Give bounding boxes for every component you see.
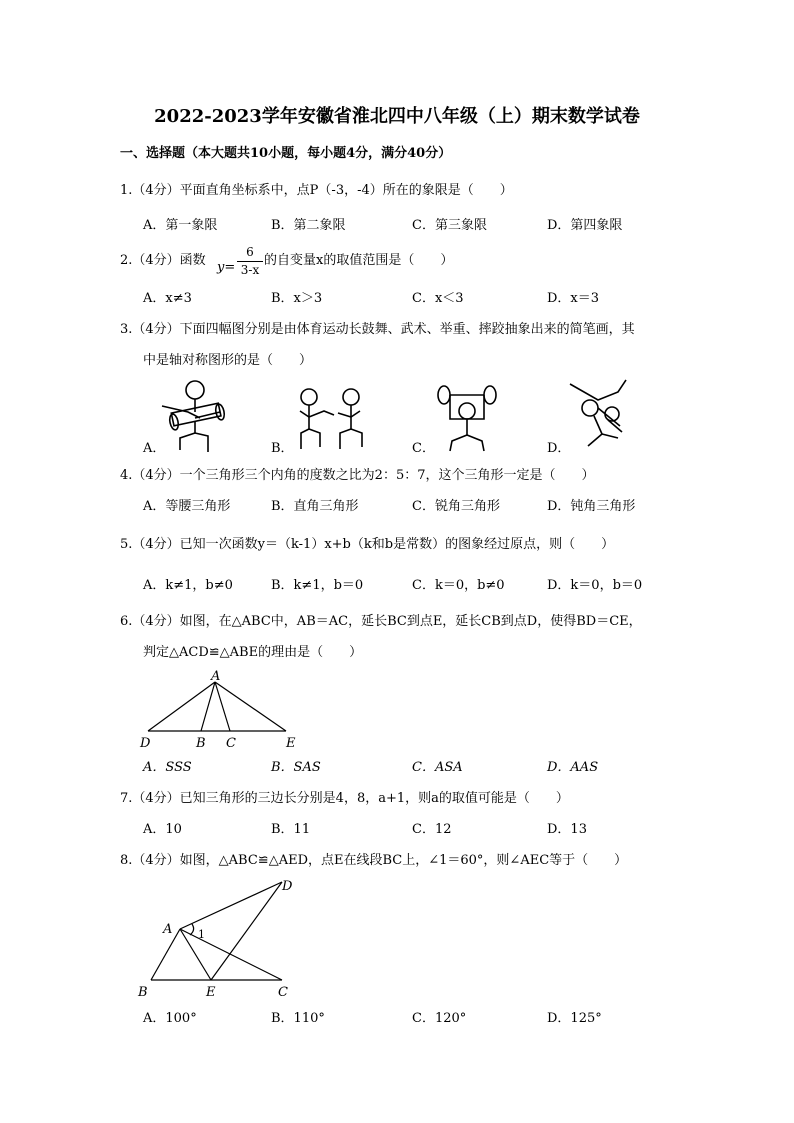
- q4-option-d[interactable]: D．钝角三角形: [547, 499, 636, 514]
- q3-option-c[interactable]: C．: [412, 441, 435, 456]
- q1-option-b[interactable]: B．第二象限: [271, 218, 346, 233]
- label-c: C: [226, 736, 236, 751]
- segment-ac: [215, 682, 230, 731]
- question-6-line1: 6.（4分）如图，在△ABC中，AB＝AC，延长BC到点E，延长CB到点D，使得BD＝CE，: [120, 614, 642, 629]
- q7-option-c[interactable]: C．12: [412, 822, 452, 837]
- q3-option-b[interactable]: B．: [271, 441, 294, 456]
- question-2-suffix: 的自变量x的取值范围是（ ）: [264, 253, 454, 268]
- question-3-line1: 3.（4分）下面四幅图分别是由体育运动长鼓舞、武术、举重、摔跤抽象出来的简笔画，其: [120, 322, 635, 337]
- q8-triangle-figure: [134, 872, 304, 1004]
- q6-option-a[interactable]: A．SSS: [143, 760, 192, 775]
- q2-function-y: y=: [217, 260, 236, 275]
- q6-option-d[interactable]: D．AAS: [547, 760, 599, 775]
- q4-option-c[interactable]: C．锐角三角形: [412, 499, 500, 514]
- q1-option-d[interactable]: D．第四象限: [547, 218, 623, 233]
- label-angle-1: 1: [198, 928, 205, 941]
- q2-fraction-bar: [237, 261, 263, 262]
- q7-option-b[interactable]: B．11: [271, 822, 311, 837]
- q4-option-b[interactable]: B．直角三角形: [271, 499, 359, 514]
- label-b: B: [138, 985, 148, 1000]
- figure-martial-arts: [296, 385, 376, 460]
- segment-de: [211, 882, 282, 980]
- segment-ae: [215, 682, 286, 731]
- page-title: 2022-2023学年安徽省淮北四中八年级（上）期末数学试卷: [154, 106, 640, 127]
- q3-option-a[interactable]: A．: [143, 441, 166, 456]
- q5-option-d[interactable]: D．k＝0，b＝0: [547, 578, 643, 593]
- q4-option-a[interactable]: A．等腰三角形: [143, 499, 231, 514]
- label-a: A: [211, 669, 221, 684]
- question-5: 5.（4分）已知一次函数y＝（k-1）x+b（k和b是常数）的图象经过原点，则（ ）: [120, 537, 615, 552]
- label-c: C: [278, 985, 288, 1000]
- label-a: A: [163, 922, 173, 937]
- segment-ad: [180, 882, 282, 929]
- q6-option-c[interactable]: C．ASA: [412, 760, 463, 775]
- question-2-prefix: 2.（4分）函数: [120, 253, 206, 268]
- q8-option-c[interactable]: C．120°: [412, 1011, 467, 1026]
- label-e: E: [286, 736, 296, 751]
- q5-option-a[interactable]: A．k≠1，b≠0: [143, 578, 233, 593]
- q7-option-d[interactable]: D．13: [547, 822, 587, 837]
- q6-option-b[interactable]: B．SAS: [271, 760, 321, 775]
- question-3-line2: 中是轴对称图形的是（ ）: [143, 353, 313, 368]
- figure-weightlifting: [432, 385, 504, 457]
- section-heading: 一、选择题（本大题共10小题，每小题4分，满分40分）: [120, 146, 452, 161]
- question-7: 7.（4分）已知三角形的三边长分别是4，8，a+1，则a的取值可能是（ ）: [120, 791, 569, 806]
- q2-numerator: 6: [246, 245, 254, 259]
- figure-long-drum-dance: [160, 378, 235, 458]
- question-6-line2: 判定△ACD≌△ABE的理由是（ ）: [143, 645, 363, 660]
- q2-denominator: 3-x: [240, 263, 260, 277]
- q8-option-a[interactable]: A．100°: [143, 1011, 197, 1026]
- question-1: 1.（4分）平面直角坐标系中，点P（-3，-4）所在的象限是（ ）: [120, 183, 513, 198]
- label-e: E: [206, 985, 216, 1000]
- q5-option-c[interactable]: C．k＝0，b≠0: [412, 578, 505, 593]
- q7-option-a[interactable]: A．10: [143, 822, 182, 837]
- q5-option-b[interactable]: B．k≠1，b＝0: [271, 578, 364, 593]
- q8-option-d[interactable]: D．125°: [547, 1011, 602, 1026]
- q8-option-b[interactable]: B．110°: [271, 1011, 325, 1026]
- q6-triangle-figure: [136, 668, 306, 752]
- q2-option-a[interactable]: A．x≠3: [143, 291, 192, 306]
- q1-option-a[interactable]: A．第一象限: [143, 218, 218, 233]
- q2-option-c[interactable]: C．x＜3: [412, 291, 464, 306]
- label-b: B: [196, 736, 206, 751]
- q2-option-b[interactable]: B．x＞3: [271, 291, 323, 306]
- segment-ab: [201, 682, 215, 731]
- question-4: 4.（4分）一个三角形三个内角的度数之比为2：5：7，这个三角形一定是（ ）: [120, 468, 595, 483]
- label-d: D: [140, 736, 151, 751]
- figure-wrestling: [568, 378, 638, 456]
- q3-option-d[interactable]: D．: [547, 441, 571, 456]
- label-d: D: [282, 879, 293, 894]
- angle-1-arc: [190, 924, 194, 935]
- q2-option-d[interactable]: D．x＝3: [547, 291, 600, 306]
- segment-ad: [148, 682, 215, 731]
- q1-option-c[interactable]: C．第三象限: [412, 218, 487, 233]
- question-8: 8.（4分）如图，△ABC≌△AED，点E在线段BC上，∠1＝60°，则∠AEC等于（ ）: [120, 853, 628, 868]
